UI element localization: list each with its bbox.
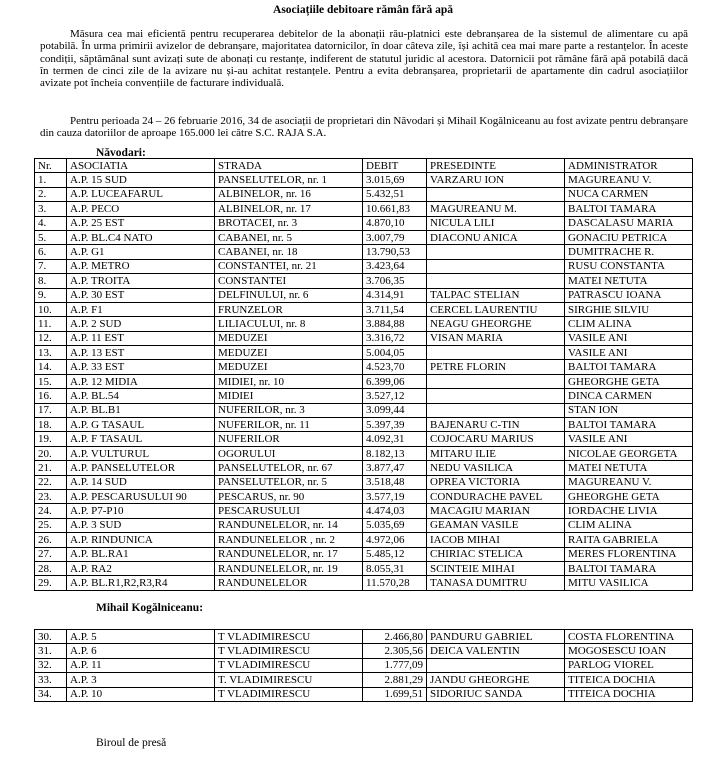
cell-administrator: DINCA CARMEN: [565, 389, 693, 403]
cell-presedinte: CHIRIAC STELICA: [427, 547, 565, 561]
cell-administrator: PARLOG VIOREL: [565, 658, 693, 672]
cell-asociatia: A.P. 2 SUD: [67, 317, 215, 331]
cell-asociatia: A.P. F TASAUL: [67, 432, 215, 446]
cell-debit: 2.881,29: [363, 673, 427, 687]
cell-debit: 13.790,53: [363, 245, 427, 259]
table-row: [35, 518, 693, 532]
cell-strada: RANDUNELELOR , nr. 2: [215, 533, 363, 547]
cell-debit: 5.035,69: [363, 518, 427, 532]
cell-nr: 2.: [35, 187, 67, 201]
cell-nr: 10.: [35, 302, 67, 316]
cell-strada: NUFERILOR, nr. 3: [215, 403, 363, 417]
cell-presedinte: [427, 187, 565, 201]
cell-asociatia: A.P. 14 SUD: [67, 475, 215, 489]
cell-presedinte: SCINTEIE MIHAI: [427, 561, 565, 575]
navodari-table-body: [35, 173, 693, 590]
table-row: [35, 245, 693, 259]
cell-administrator: CLIM ALINA: [565, 518, 693, 532]
cell-nr: 3.: [35, 202, 67, 216]
cell-asociatia: A.P. BL.R1,R2,R3,R4: [67, 576, 215, 590]
cell-debit: 4.474,03: [363, 504, 427, 518]
cell-strada: RANDUNELELOR, nr. 19: [215, 561, 363, 575]
cell-asociatia: A.P. 10: [67, 687, 215, 701]
cell-asociatia: A.P. PESCARUSULUI 90: [67, 489, 215, 503]
cell-presedinte: VARZARU ION: [427, 173, 565, 187]
cell-strada: CABANEI, nr. 5: [215, 230, 363, 244]
table-row: [35, 389, 693, 403]
cell-asociatia: A.P. PECO: [67, 202, 215, 216]
header-strada: STRADA: [215, 159, 363, 173]
intro-paragraph: Măsura cea mai eficientă pentru recuperarea debitelor de la abonații rău-platnici este debranșarea de la sistemul de alimentare cu apă potabilă. În urma primirii avizelor de debranșare, majoritatea datornicilor, în doar câteva zile, își achită cea mai mare parte a restanțelor. În aceste condiții, săptămânal sunt avizați sute de abonați cu restanțe, indiferent de statutul juridic al acestora. Datornicii pot rămâne fără apă potabilă dacă în termen de cinci zile de la avizare nu și-au achitat restanțele. Pentru a evita debranșarea, proprietarii de apartamente din cadrul asociațiilor avizate pot încheia convențiile de facturare individuală.: [40, 28, 688, 90]
cell-nr: 6.: [35, 245, 67, 259]
cell-administrator: MAGUREANU V.: [565, 173, 693, 187]
cell-nr: 26.: [35, 533, 67, 547]
cell-strada: MEDUZEI: [215, 331, 363, 345]
table-row: [35, 489, 693, 503]
cell-administrator: MAGUREANU V.: [565, 475, 693, 489]
table-row: [35, 302, 693, 316]
cell-asociatia: A.P. 12 MIDIA: [67, 374, 215, 388]
cell-strada: PANSELUTELOR, nr. 1: [215, 173, 363, 187]
cell-administrator: MERES FLORENTINA: [565, 547, 693, 561]
cell-nr: 5.: [35, 230, 67, 244]
cell-administrator: MOGOSESCU IOAN: [565, 644, 693, 658]
cell-nr: 25.: [35, 518, 67, 532]
cell-presedinte: [427, 274, 565, 288]
table-row: [35, 630, 693, 644]
table-row: [35, 230, 693, 244]
table-row: [35, 576, 693, 590]
cell-nr: 1.: [35, 173, 67, 187]
cell-administrator: CLIM ALINA: [565, 317, 693, 331]
table-row: [35, 504, 693, 518]
cell-presedinte: PETRE FLORIN: [427, 360, 565, 374]
cell-asociatia: A.P. RINDUNICA: [67, 533, 215, 547]
cell-debit: 10.661,83: [363, 202, 427, 216]
cell-administrator: VASILE ANI: [565, 331, 693, 345]
table-row: [35, 658, 693, 672]
document-title: Asociațiile debitoare rămân fără apă: [273, 4, 453, 16]
cell-asociatia: A.P. 5: [67, 630, 215, 644]
cell-asociatia: A.P. 30 EST: [67, 288, 215, 302]
cell-nr: 30.: [35, 630, 67, 644]
table-row: [35, 461, 693, 475]
cell-debit: 3.518,48: [363, 475, 427, 489]
cell-strada: T VLADIMIRESCU: [215, 630, 363, 644]
cell-asociatia: A.P. PANSELUTELOR: [67, 461, 215, 475]
cell-administrator: MITU VASILICA: [565, 576, 693, 590]
cell-asociatia: A.P. TROITA: [67, 274, 215, 288]
cell-presedinte: [427, 245, 565, 259]
cell-asociatia: A.P. 15 SUD: [67, 173, 215, 187]
cell-presedinte: [427, 658, 565, 672]
cell-strada: PANSELUTELOR, nr. 5: [215, 475, 363, 489]
cell-debit: 4.870,10: [363, 216, 427, 230]
cell-debit: 3.423,64: [363, 259, 427, 273]
table-row: [35, 274, 693, 288]
cell-debit: 3.884,88: [363, 317, 427, 331]
cell-asociatia: A.P. 13 EST: [67, 346, 215, 360]
cell-strada: ALBINELOR, nr. 17: [215, 202, 363, 216]
cell-asociatia: A.P. 11: [67, 658, 215, 672]
table-row: [35, 673, 693, 687]
cell-debit: 6.399,06: [363, 374, 427, 388]
cell-administrator: DUMITRACHE R.: [565, 245, 693, 259]
cell-presedinte: [427, 374, 565, 388]
cell-debit: 1.777,09: [363, 658, 427, 672]
cell-asociatia: A.P. RA2: [67, 561, 215, 575]
table-row: [35, 317, 693, 331]
cell-administrator: MATEI NETUTA: [565, 461, 693, 475]
cell-administrator: RUSU CONSTANTA: [565, 259, 693, 273]
cell-asociatia: A.P. LUCEAFARUL: [67, 187, 215, 201]
table-row: [35, 644, 693, 658]
cell-presedinte: DIACONU ANICA: [427, 230, 565, 244]
cell-debit: 4.523,70: [363, 360, 427, 374]
cell-debit: 3.007,79: [363, 230, 427, 244]
cell-asociatia: A.P. VULTURUL: [67, 446, 215, 460]
table-row: [35, 533, 693, 547]
cell-strada: T VLADIMIRESCU: [215, 644, 363, 658]
mihail-kogalniceanu-table: [34, 629, 693, 702]
cell-nr: 17.: [35, 403, 67, 417]
cell-administrator: MATEI NETUTA: [565, 274, 693, 288]
cell-nr: 18.: [35, 418, 67, 432]
cell-strada: RANDUNELELOR, nr. 14: [215, 518, 363, 532]
cell-debit: 3.711,54: [363, 302, 427, 316]
cell-administrator: SIRGHIE SILVIU: [565, 302, 693, 316]
table-row: [35, 187, 693, 201]
cell-strada: OGORULUI: [215, 446, 363, 460]
cell-presedinte: MITARU ILIE: [427, 446, 565, 460]
cell-presedinte: MAGUREANU M.: [427, 202, 565, 216]
cell-nr: 11.: [35, 317, 67, 331]
cell-strada: DELFINULUI, nr. 6: [215, 288, 363, 302]
cell-presedinte: VISAN MARIA: [427, 331, 565, 345]
cell-presedinte: IACOB MIHAI: [427, 533, 565, 547]
header-presedinte: PRESEDINTE: [427, 159, 565, 173]
cell-debit: 3.015,69: [363, 173, 427, 187]
cell-administrator: RAITA GABRIELA: [565, 533, 693, 547]
cell-debit: 5.432,51: [363, 187, 427, 201]
cell-nr: 4.: [35, 216, 67, 230]
cell-asociatia: A.P. BL.RA1: [67, 547, 215, 561]
section-heading-navodari: Năvodari:: [96, 147, 146, 159]
cell-debit: 3.706,35: [363, 274, 427, 288]
cell-administrator: STAN ION: [565, 403, 693, 417]
cell-strada: MEDUZEI: [215, 346, 363, 360]
table-row: [35, 374, 693, 388]
cell-administrator: BALTOI TAMARA: [565, 418, 693, 432]
cell-asociatia: A.P. 25 EST: [67, 216, 215, 230]
cell-strada: LILIACULUI, nr. 8: [215, 317, 363, 331]
cell-nr: 34.: [35, 687, 67, 701]
table-row: [35, 446, 693, 460]
cell-nr: 24.: [35, 504, 67, 518]
cell-strada: PESCARUS, nr. 90: [215, 489, 363, 503]
cell-asociatia: A.P. F1: [67, 302, 215, 316]
cell-nr: 20.: [35, 446, 67, 460]
cell-strada: MIDIEI, nr. 10: [215, 374, 363, 388]
cell-nr: 9.: [35, 288, 67, 302]
cell-strada: CONSTANTEI: [215, 274, 363, 288]
table-row: [35, 331, 693, 345]
cell-debit: 11.570,28: [363, 576, 427, 590]
cell-presedinte: NEDU VASILICA: [427, 461, 565, 475]
table-header-row: [35, 159, 693, 173]
cell-nr: 23.: [35, 489, 67, 503]
cell-nr: 19.: [35, 432, 67, 446]
cell-administrator: DASCALASU MARIA: [565, 216, 693, 230]
cell-strada: FRUNZELOR: [215, 302, 363, 316]
cell-debit: 3.527,12: [363, 389, 427, 403]
table-row: [35, 475, 693, 489]
cell-asociatia: A.P. METRO: [67, 259, 215, 273]
table-row: [35, 288, 693, 302]
table-row: [35, 418, 693, 432]
table-row: [35, 561, 693, 575]
section-heading-mihail-kogalniceanu: Mihail Kogălniceanu:: [96, 602, 204, 614]
cell-nr: 7.: [35, 259, 67, 273]
cell-administrator: GHEORGHE GETA: [565, 489, 693, 503]
cell-presedinte: NEAGU GHEORGHE: [427, 317, 565, 331]
navodari-table: [34, 158, 693, 591]
cell-nr: 33.: [35, 673, 67, 687]
cell-nr: 28.: [35, 561, 67, 575]
cell-strada: RANDUNELELOR: [215, 576, 363, 590]
cell-administrator: TITEICA DOCHIA: [565, 673, 693, 687]
cell-strada: MEDUZEI: [215, 360, 363, 374]
cell-presedinte: DEICA VALENTIN: [427, 644, 565, 658]
cell-administrator: PATRASCU IOANA: [565, 288, 693, 302]
cell-administrator: GHEORGHE GETA: [565, 374, 693, 388]
cell-debit: 3.316,72: [363, 331, 427, 345]
cell-nr: 14.: [35, 360, 67, 374]
cell-presedinte: CONDURACHE PAVEL: [427, 489, 565, 503]
cell-presedinte: [427, 403, 565, 417]
cell-presedinte: JANDU GHEORGHE: [427, 673, 565, 687]
cell-presedinte: GEAMAN VASILE: [427, 518, 565, 532]
cell-nr: 8.: [35, 274, 67, 288]
cell-administrator: COSTA FLORENTINA: [565, 630, 693, 644]
cell-administrator: VASILE ANI: [565, 346, 693, 360]
cell-debit: 3.577,19: [363, 489, 427, 503]
table-row: [35, 173, 693, 187]
table-row: [35, 216, 693, 230]
cell-asociatia: A.P. 11 EST: [67, 331, 215, 345]
table-row: [35, 259, 693, 273]
cell-asociatia: A.P. BL.54: [67, 389, 215, 403]
cell-administrator: VASILE ANI: [565, 432, 693, 446]
cell-strada: MIDIEI: [215, 389, 363, 403]
cell-debit: 2.466,80: [363, 630, 427, 644]
cell-debit: 5.004,05: [363, 346, 427, 360]
cell-presedinte: TALPAC STELIAN: [427, 288, 565, 302]
cell-nr: 27.: [35, 547, 67, 561]
header-administrator: ADMINISTRATOR: [565, 159, 693, 173]
cell-asociatia: A.P. BL.C4 NATO: [67, 230, 215, 244]
cell-administrator: BALTOI TAMARA: [565, 360, 693, 374]
cell-debit: 4.972,06: [363, 533, 427, 547]
cell-asociatia: A.P. 3 SUD: [67, 518, 215, 532]
cell-asociatia: A.P. 33 EST: [67, 360, 215, 374]
cell-nr: 21.: [35, 461, 67, 475]
cell-asociatia: A.P. G1: [67, 245, 215, 259]
cell-presedinte: PANDURU GABRIEL: [427, 630, 565, 644]
cell-presedinte: CERCEL LAURENTIU: [427, 302, 565, 316]
cell-administrator: NUCA CARMEN: [565, 187, 693, 201]
cell-strada: T VLADIMIRESCU: [215, 687, 363, 701]
cell-nr: 22.: [35, 475, 67, 489]
cell-nr: 29.: [35, 576, 67, 590]
cell-presedinte: BAJENARU C-TIN: [427, 418, 565, 432]
cell-strada: T VLADIMIRESCU: [215, 658, 363, 672]
header-asociatia: ASOCIATIA: [67, 159, 215, 173]
cell-debit: 4.092,31: [363, 432, 427, 446]
cell-debit: 2.305,56: [363, 644, 427, 658]
cell-asociatia: A.P. P7-P10: [67, 504, 215, 518]
cell-presedinte: COJOCARU MARIUS: [427, 432, 565, 446]
cell-presedinte: [427, 389, 565, 403]
cell-nr: 12.: [35, 331, 67, 345]
cell-strada: CABANEI, nr. 18: [215, 245, 363, 259]
cell-administrator: GONACIU PETRICA: [565, 230, 693, 244]
cell-strada: ALBINELOR, nr. 16: [215, 187, 363, 201]
table-row: [35, 346, 693, 360]
table-row: [35, 360, 693, 374]
table-row: [35, 687, 693, 701]
cell-strada: NUFERILOR, nr. 11: [215, 418, 363, 432]
cell-presedinte: MACAGIU MARIAN: [427, 504, 565, 518]
cell-nr: 32.: [35, 658, 67, 672]
cell-debit: 1.699,51: [363, 687, 427, 701]
cell-presedinte: OPREA VICTORIA: [427, 475, 565, 489]
cell-nr: 15.: [35, 374, 67, 388]
cell-debit: 5.397,39: [363, 418, 427, 432]
cell-strada: PESCARUSULUI: [215, 504, 363, 518]
table-row: [35, 403, 693, 417]
cell-strada: CONSTANTEI, nr. 21: [215, 259, 363, 273]
cell-presedinte: [427, 259, 565, 273]
cell-administrator: BALTOI TAMARA: [565, 561, 693, 575]
cell-debit: 3.877,47: [363, 461, 427, 475]
table-row: [35, 547, 693, 561]
period-paragraph: Pentru perioada 24 – 26 februarie 2016, 34 de asociații de proprietari din Năvodari și Mihail Kogălniceanu au fost avizate pentru debranșare din cauza datoriilor de aproape 165.000 lei către S.C. RAJA S.A.: [40, 115, 688, 140]
cell-strada: BROTACEI, nr. 3: [215, 216, 363, 230]
header-nr: Nr.: [35, 159, 67, 173]
cell-asociatia: A.P. G TASAUL: [67, 418, 215, 432]
cell-strada: T. VLADIMIRESCU: [215, 673, 363, 687]
press-office-signature: Biroul de presă: [96, 737, 167, 749]
cell-asociatia: A.P. 6: [67, 644, 215, 658]
cell-strada: RANDUNELELOR, nr. 17: [215, 547, 363, 561]
table-row: [35, 202, 693, 216]
cell-nr: 31.: [35, 644, 67, 658]
cell-asociatia: A.P. 3: [67, 673, 215, 687]
cell-debit: 5.485,12: [363, 547, 427, 561]
table-row: [35, 432, 693, 446]
cell-presedinte: SIDORIUC SANDA: [427, 687, 565, 701]
cell-strada: PANSELUTELOR, nr. 67: [215, 461, 363, 475]
cell-administrator: IORDACHE LIVIA: [565, 504, 693, 518]
cell-debit: 8.055,31: [363, 561, 427, 575]
cell-administrator: TITEICA DOCHIA: [565, 687, 693, 701]
mk-table-body: [35, 630, 693, 702]
cell-administrator: NICOLAE GEORGETA: [565, 446, 693, 460]
cell-debit: 4.314,91: [363, 288, 427, 302]
cell-nr: 13.: [35, 346, 67, 360]
header-debit: DEBIT: [363, 159, 427, 173]
cell-presedinte: [427, 346, 565, 360]
cell-presedinte: NICULA LILI: [427, 216, 565, 230]
cell-debit: 3.099,44: [363, 403, 427, 417]
cell-presedinte: TANASA DUMITRU: [427, 576, 565, 590]
cell-nr: 16.: [35, 389, 67, 403]
cell-strada: NUFERILOR: [215, 432, 363, 446]
cell-administrator: BALTOI TAMARA: [565, 202, 693, 216]
cell-asociatia: A.P. BL.B1: [67, 403, 215, 417]
cell-debit: 8.182,13: [363, 446, 427, 460]
